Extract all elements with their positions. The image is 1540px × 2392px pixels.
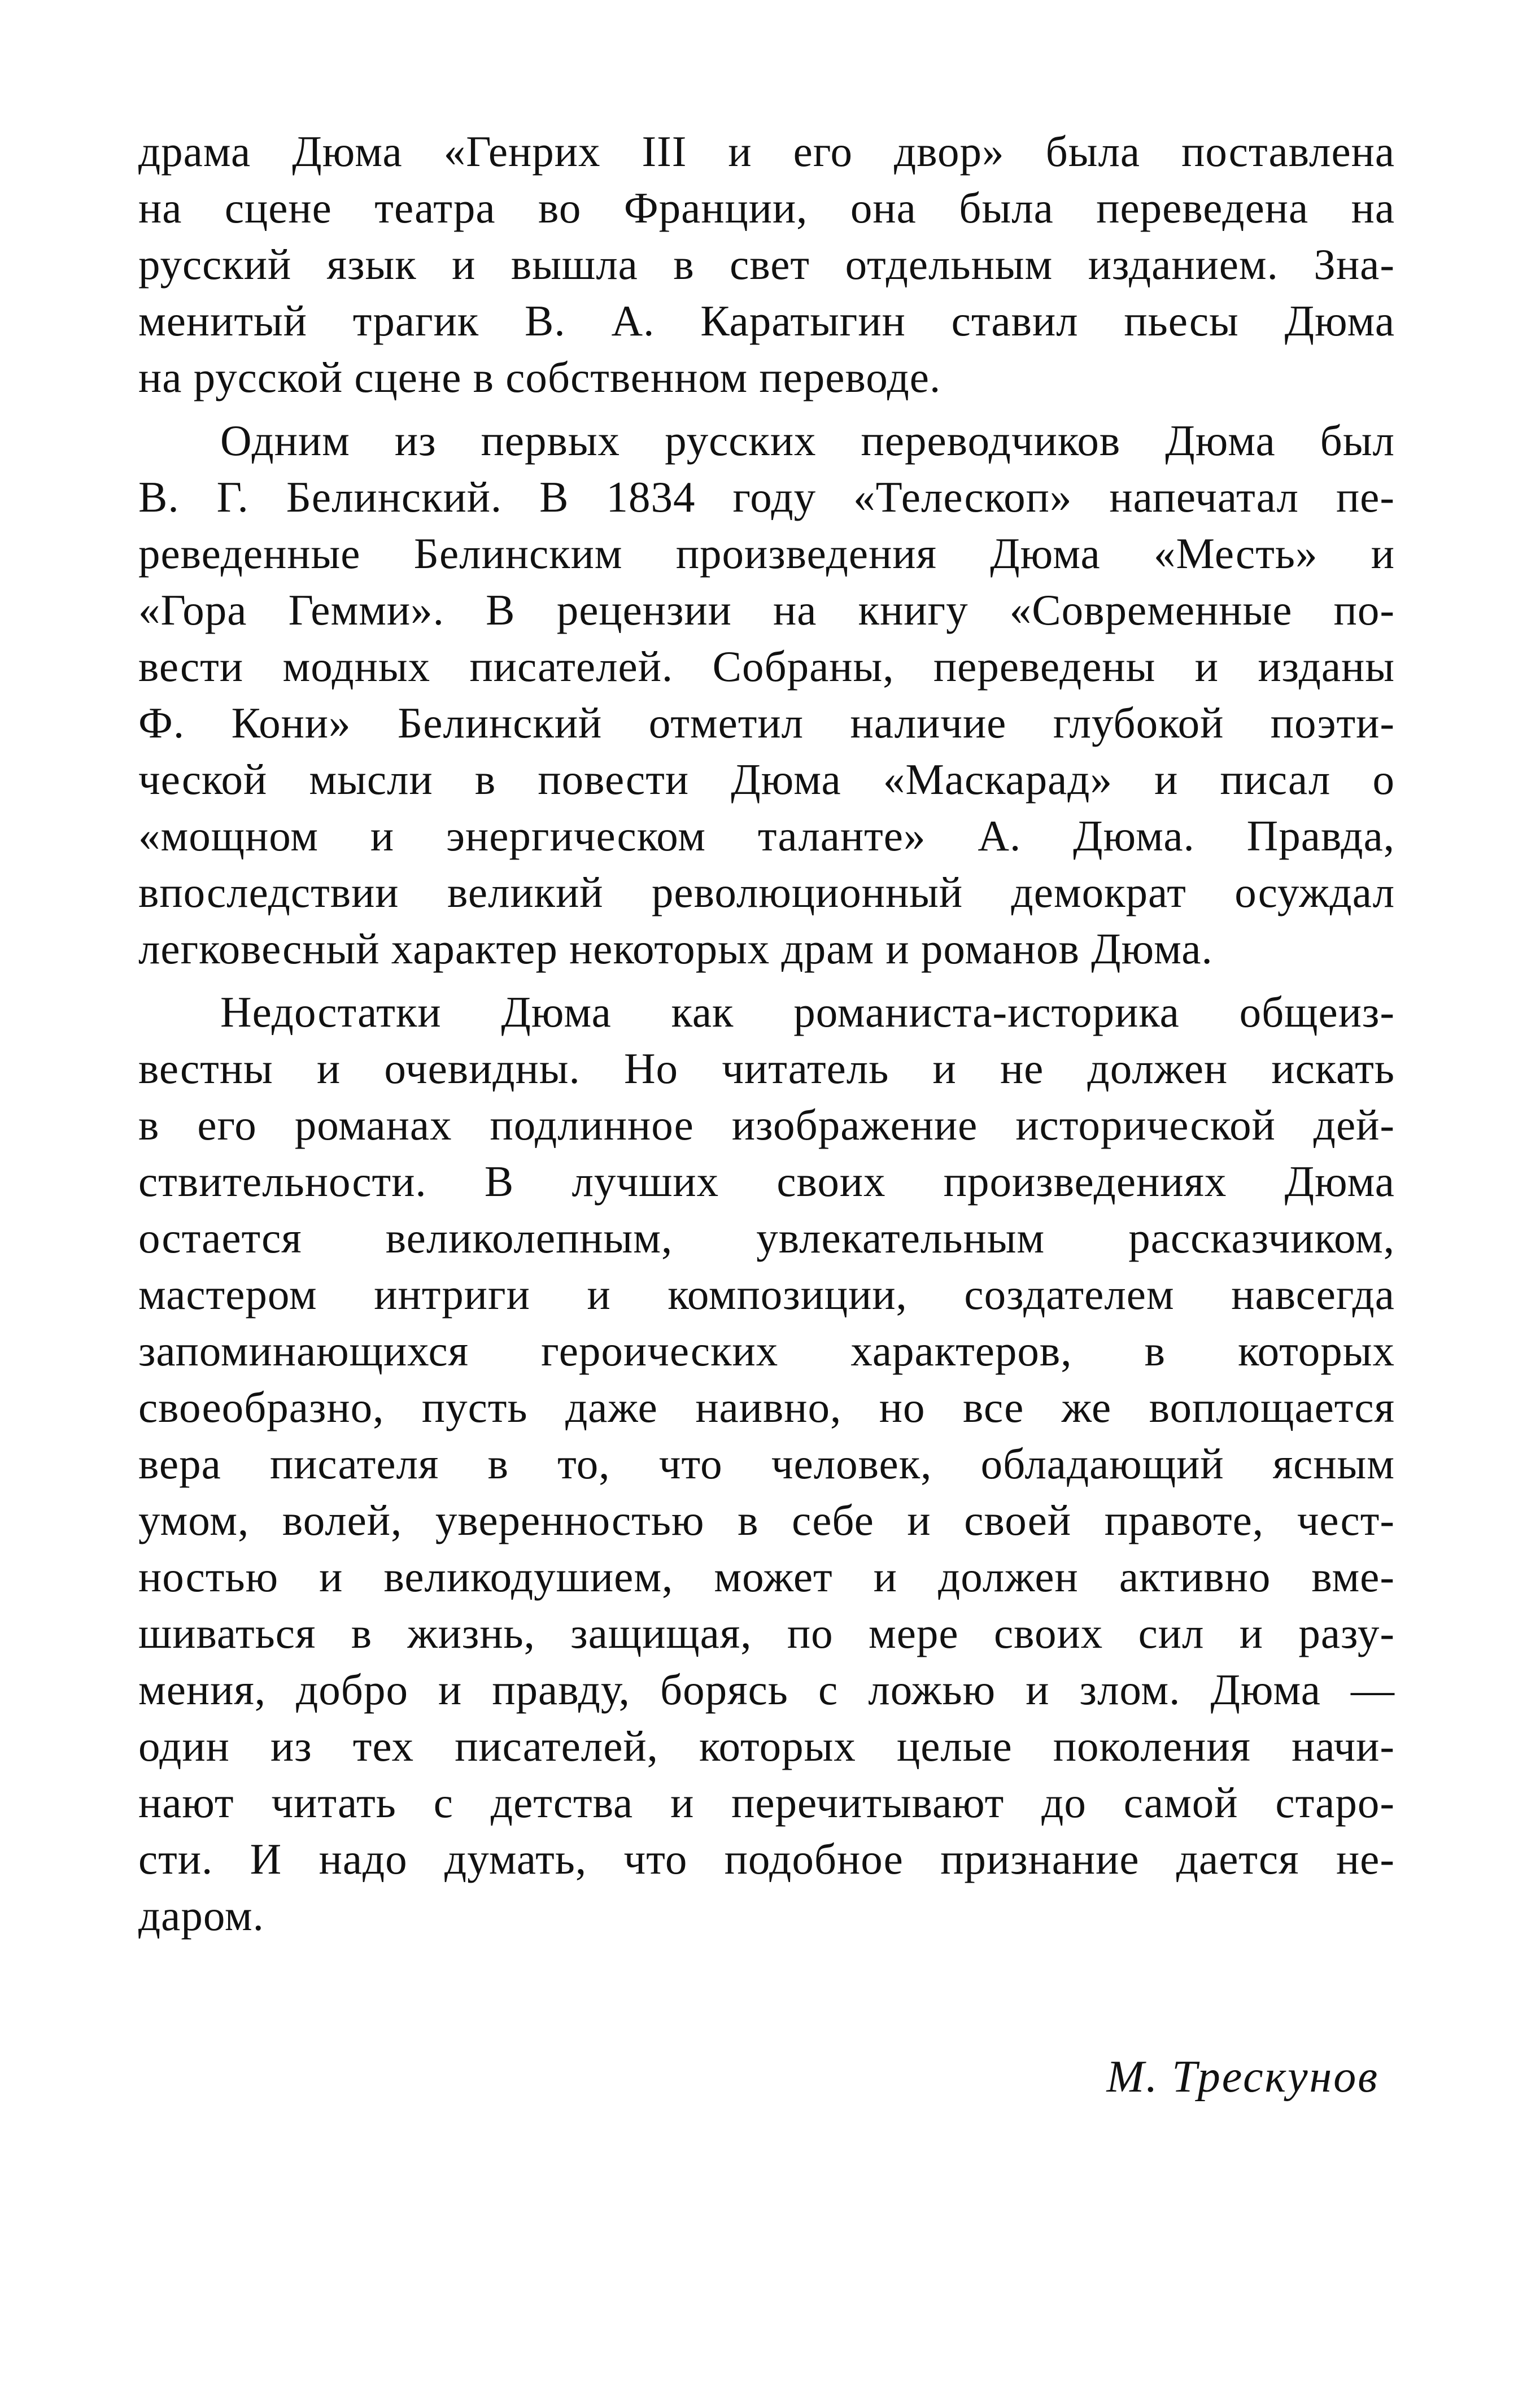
text-line: на сцене театра во Франции, она была переведена на: [138, 184, 1395, 232]
paragraph-2: [138, 412, 1395, 977]
paragraph-gap: [138, 405, 1395, 412]
text-line: на русской сцене в собственном переводе.: [138, 353, 941, 401]
text-line: нают читать с детства и перечитывают до самой старо-: [138, 1778, 1395, 1827]
text-line: ностью и великодушием, может и должен активно вме-: [138, 1552, 1395, 1601]
text-line: ческой мысли в повести Дюма «Маскарад» и писал о: [138, 755, 1395, 804]
text-line: вести модных писателей. Собраны, переведены и изданы: [138, 642, 1395, 691]
text-line: вера писателя в то, что человек, обладающий ясным: [138, 1439, 1395, 1488]
author-signature: М. Трескунов: [1106, 2052, 1379, 2102]
text-line: мения, добро и правду, борясь с ложью и злом. Дюма —: [138, 1665, 1395, 1714]
text-line: легковесный характер некоторых драм и романов Дюма.: [138, 924, 1213, 973]
text-line: драма Дюма «Генрих III и его двор» была поставлена: [138, 127, 1395, 176]
text-line: запоминающихся героических характеров, в которых: [138, 1326, 1395, 1375]
paragraph-1: [138, 123, 1395, 405]
text-line: Ф. Кони» Белинский отметил наличие глубокой поэти-: [138, 699, 1395, 747]
text-line: шиваться в жизнь, защищая, по мере своих сил и разу-: [138, 1609, 1395, 1657]
text-line: Одним из первых русских переводчиков Дюма был: [220, 416, 1395, 465]
text-line: русский язык и вышла в свет отдельным изданием. Зна-: [138, 240, 1395, 289]
text-line: менитый трагик В. А. Каратыгин ставил пьесы Дюма: [138, 296, 1395, 345]
text-line: Недостатки Дюма как романиста-историка общеиз-: [220, 988, 1395, 1036]
text-line: ствительности. В лучших своих произведениях Дюма: [138, 1157, 1395, 1206]
text-line: реведенные Белинским произведения Дюма «Месть» и: [138, 529, 1395, 578]
text-line: мастером интриги и композиции, создателем навсегда: [138, 1270, 1395, 1319]
paragraph-3: [138, 984, 1395, 1944]
text-line: в его романах подлинное изображение исторической дей-: [138, 1101, 1395, 1149]
text-line: «мощном и энергическом таланте» А. Дюма. Правда,: [138, 811, 1395, 860]
text-line: один из тех писателей, которых целые поколения начи-: [138, 1722, 1395, 1770]
text-line: сти. И надо думать, что подобное признание дается не-: [138, 1835, 1395, 1883]
text-line: умом, волей, уверенностью в себе и своей правоте, чест-: [138, 1496, 1395, 1544]
text-line: В. Г. Белинский. В 1834 году «Телескоп» напечатал пе-: [138, 473, 1395, 521]
text-line: своеобразно, пусть даже наивно, но все же воплощается: [138, 1383, 1395, 1431]
paragraph-gap: [138, 977, 1395, 984]
text-line: остается великолепным, увлекательным рассказчиком,: [138, 1214, 1395, 1262]
article-text: [138, 123, 1395, 1944]
text-line: вестны и очевидны. Но читатель и не должен искать: [138, 1044, 1395, 1093]
text-line: даром.: [138, 1891, 264, 1940]
text-line: впоследствии великий революционный демократ осуждал: [138, 868, 1395, 916]
text-line: «Гора Гемми». В рецензии на книгу «Современные по-: [138, 586, 1395, 634]
